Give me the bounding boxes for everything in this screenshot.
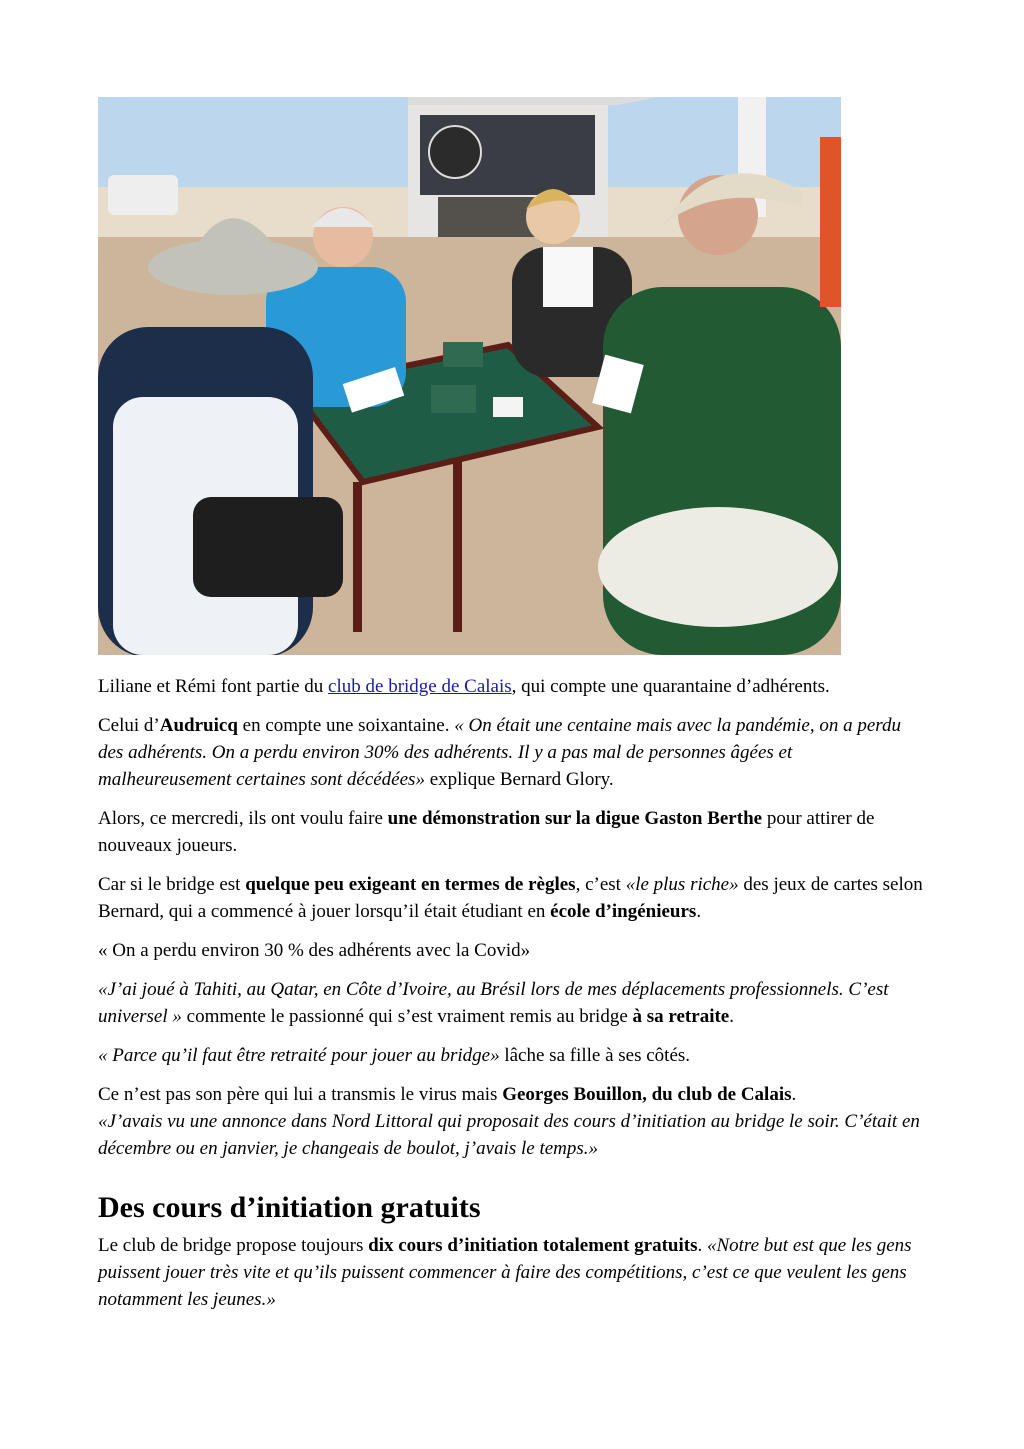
paragraph-9 [98,1232,928,1313]
quote-span: «le plus riche» [625,874,739,895]
bold-span: Georges Bouillon, du club de Calais [502,1084,792,1105]
quote-span: « Parce qu’il faut être retraité pour jouer au bridge» [98,1045,500,1066]
text-span: Celui d’ [98,715,160,736]
article [98,97,928,1313]
text-span: , c’est [575,874,626,895]
bridge-players-illustration [98,97,841,655]
quote-span: «J’ai joué à Tahiti, au Qatar, en Côte d’Ivoire, au Brésil lors de mes déplacements professionnels. C’est universel » [98,979,889,1027]
text-span: pour attirer de nouveaux joueurs. [98,808,875,856]
paragraph-1 [98,673,928,700]
text-span: commente le passionné qui s’est vraiment remis au bridge [181,1006,633,1027]
paragraph-4 [98,871,928,925]
text-span: Le club de bridge propose toujours [98,1235,369,1256]
text-span: . [791,1084,797,1105]
text-span: des jeux de cartes selon Bernard, qui a commencé à jouer lorsqu’il était étudiant en [98,874,923,922]
text-span: Liliane et Rémi font partie du [98,676,329,697]
quote-span: «Notre but est que les gens puissent jouer très vite et qu’ils puissent commencer à faire des compétitions, c’est ce que veulent les gens notamment les jeunes.» [98,1235,912,1310]
quote-span: « On était une centaine mais avec la pandémie, on a perdu des adhérents. On a perdu environ 30% des adhérents. Il y a pas mal de personnes âgées et malheureusement certaines sont décédées» [98,715,901,790]
paragraph-5: « On a perdu environ 30 % des adhérents avec la Covid» [98,940,531,961]
article-photo [98,97,841,655]
bold-span: à sa retraite [632,1006,730,1027]
text-span: lâche sa fille à ses côtés. [499,1045,691,1066]
club-calais-link[interactable]: club de bridge de Calais [328,676,512,697]
text-span: . [729,1006,734,1027]
text-span: Car si le bridge est [98,874,246,895]
text-span: Alors, ce mercredi, ils ont voulu faire [98,808,388,829]
paragraph-2 [98,712,928,793]
paragraph-6 [98,976,928,1030]
quote-span: «J’avais vu une annonce dans Nord Littoral qui proposait des cours d’initiation au bridge le soir. C’était en décembre ou en janvier, je changeais de boulot, j’avais le temps.» [98,1111,920,1159]
paragraph-7 [98,1042,928,1069]
bold-span: quelque peu exigeant en termes de règles [245,874,576,895]
paragraph-3 [98,805,928,859]
bold-span: Audruicq [159,715,238,736]
paragraph-8 [98,1081,928,1162]
bold-span: école d’ingénieurs [550,901,697,922]
text-span: , qui compte une quarantaine d’adhérents. [511,676,830,697]
bold-span: dix cours d’initiation totalement gratuits [368,1235,698,1256]
text-span: . [696,901,702,922]
text-span: explique Bernard Glory. [424,769,614,790]
bold-span: une démonstration sur la digue Gaston Berthe [387,808,763,829]
section-heading: Des cours d’initiation gratuits [98,1191,481,1224]
text-span: Ce n’est pas son père qui lui a transmis le virus mais [98,1084,503,1105]
text-span: en compte une soixantaine. [237,715,455,736]
text-span: . [697,1235,707,1256]
